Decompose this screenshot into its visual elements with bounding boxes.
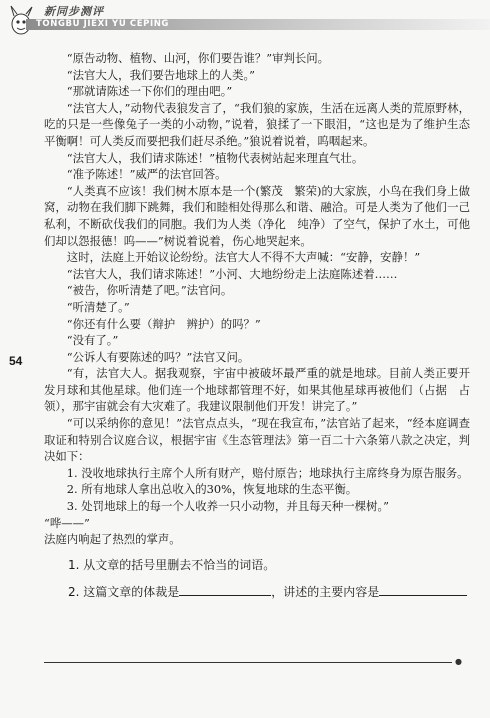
paragraph: 这时，法庭上开始议论纷纷。法官大人不得不大声喊：“安静，安静！” [66, 250, 421, 265]
page-header [0, 0, 490, 44]
answer-blank-content[interactable] [379, 583, 467, 596]
paragraph: “那就请陈述一下你们的理由吧。” [66, 84, 233, 99]
paragraph: “原告动物、植物、山河，你们要告谁？”审判长问。 [66, 51, 330, 65]
brand-title: 新同步测评 [44, 5, 104, 18]
answer-line[interactable] [44, 662, 452, 663]
paragraph: “法官大人，我们要告地球上的人类。” [66, 67, 255, 82]
paragraph: “被告，你听清楚了吧。”法官问。 [66, 283, 233, 298]
question-2 [44, 583, 470, 602]
paragraph: “可以采纳你的意见！”法官点点头，“现在我宣布，”法官站了起来，“经本庭调查取证和特别合议庭合议，根据宇宙《生态管理法》第一百二十六条第八款之决定，判决如下： [44, 416, 470, 464]
brand-subtitle: TONGBU JIEXI YU CEPING [36, 19, 170, 29]
question-1: 1. 从文章的括号里删去不恰当的词语。 [68, 557, 276, 572]
paragraph: “哗——” [44, 515, 90, 530]
paragraph: “听清楚了。” [66, 299, 130, 314]
answer-blank-genre[interactable] [179, 583, 271, 596]
paragraph: “法官大人，我们请求陈述！”小河、大地纷纷走上法庭陈述着…… [66, 266, 398, 281]
verdict-item: 3. 处罚地球上的每一个人收养一只小动物，并且每天种一棵树。” [66, 499, 389, 514]
page-number: 54 [9, 354, 23, 368]
verdict-item: 2. 所有地球人拿出总收入的30%，恢复地球的生态平衡。 [66, 482, 358, 497]
paragraph: “公诉人有要陈述的吗？”法官又问。 [66, 349, 250, 364]
line-end-dot: ● [455, 657, 462, 666]
question-2-middle: ，讲述的主要内容是 [271, 584, 380, 599]
verdict-item: 1. 没收地球执行主席个人所有财产，赔付原告；地球执行主席终身为原告服务。 [66, 465, 469, 480]
paragraph: “有，法官大人。据我观察，宇宙中被破坏最严重的就是地球。目前人类正要开发月球和其他星球。他们连一个地球都管理不好，如果其他星球再被他们（占据 占领），那宇宙就会有大灾难了。我建议限制他们开发！讲完了。” [44, 366, 470, 414]
question-2-prefix: 2. 这篇文章的体裁是 [68, 584, 180, 599]
paragraph: “人类真不应该！我们树木原本是一个(繁茂 繁荣)的大家族，小鸟在我们身上做窝，动物在我们脚下跳舞，我们和睦相处得那么和谐、融洽。可是人类为了他们一己私利，不断砍伐我们的同胞。我们为人类（净化 纯净）了空气，保护了水土，可他们却以怨报德！呜——”树说着说着，伤心地哭起来。 [44, 183, 470, 248]
paragraph: “没有了。” [66, 333, 119, 348]
paragraph: “准予陈述！”威严的法官回答。 [66, 167, 227, 182]
paragraph: “法官大人，”动物代表狼发言了，“我们狼的家族，生活在远离人类的荒原野林，吃的只是一些像兔子一类的小动物，”说着，狼揉了一下眼泪，“这也是为了维护生态平衡啊！可人类反而要把我们赶尽杀绝。”狼说着说着，呜咽起来。 [44, 100, 470, 148]
article-body [44, 50, 470, 602]
paragraph: 法庭内响起了热烈的掌声。 [44, 532, 181, 547]
paragraph: “法官大人，我们请求陈述！”植物代表树站起来理直气壮。 [66, 150, 364, 165]
paragraph: “你还有什么要（辩护 辨护）的吗？” [66, 316, 261, 331]
